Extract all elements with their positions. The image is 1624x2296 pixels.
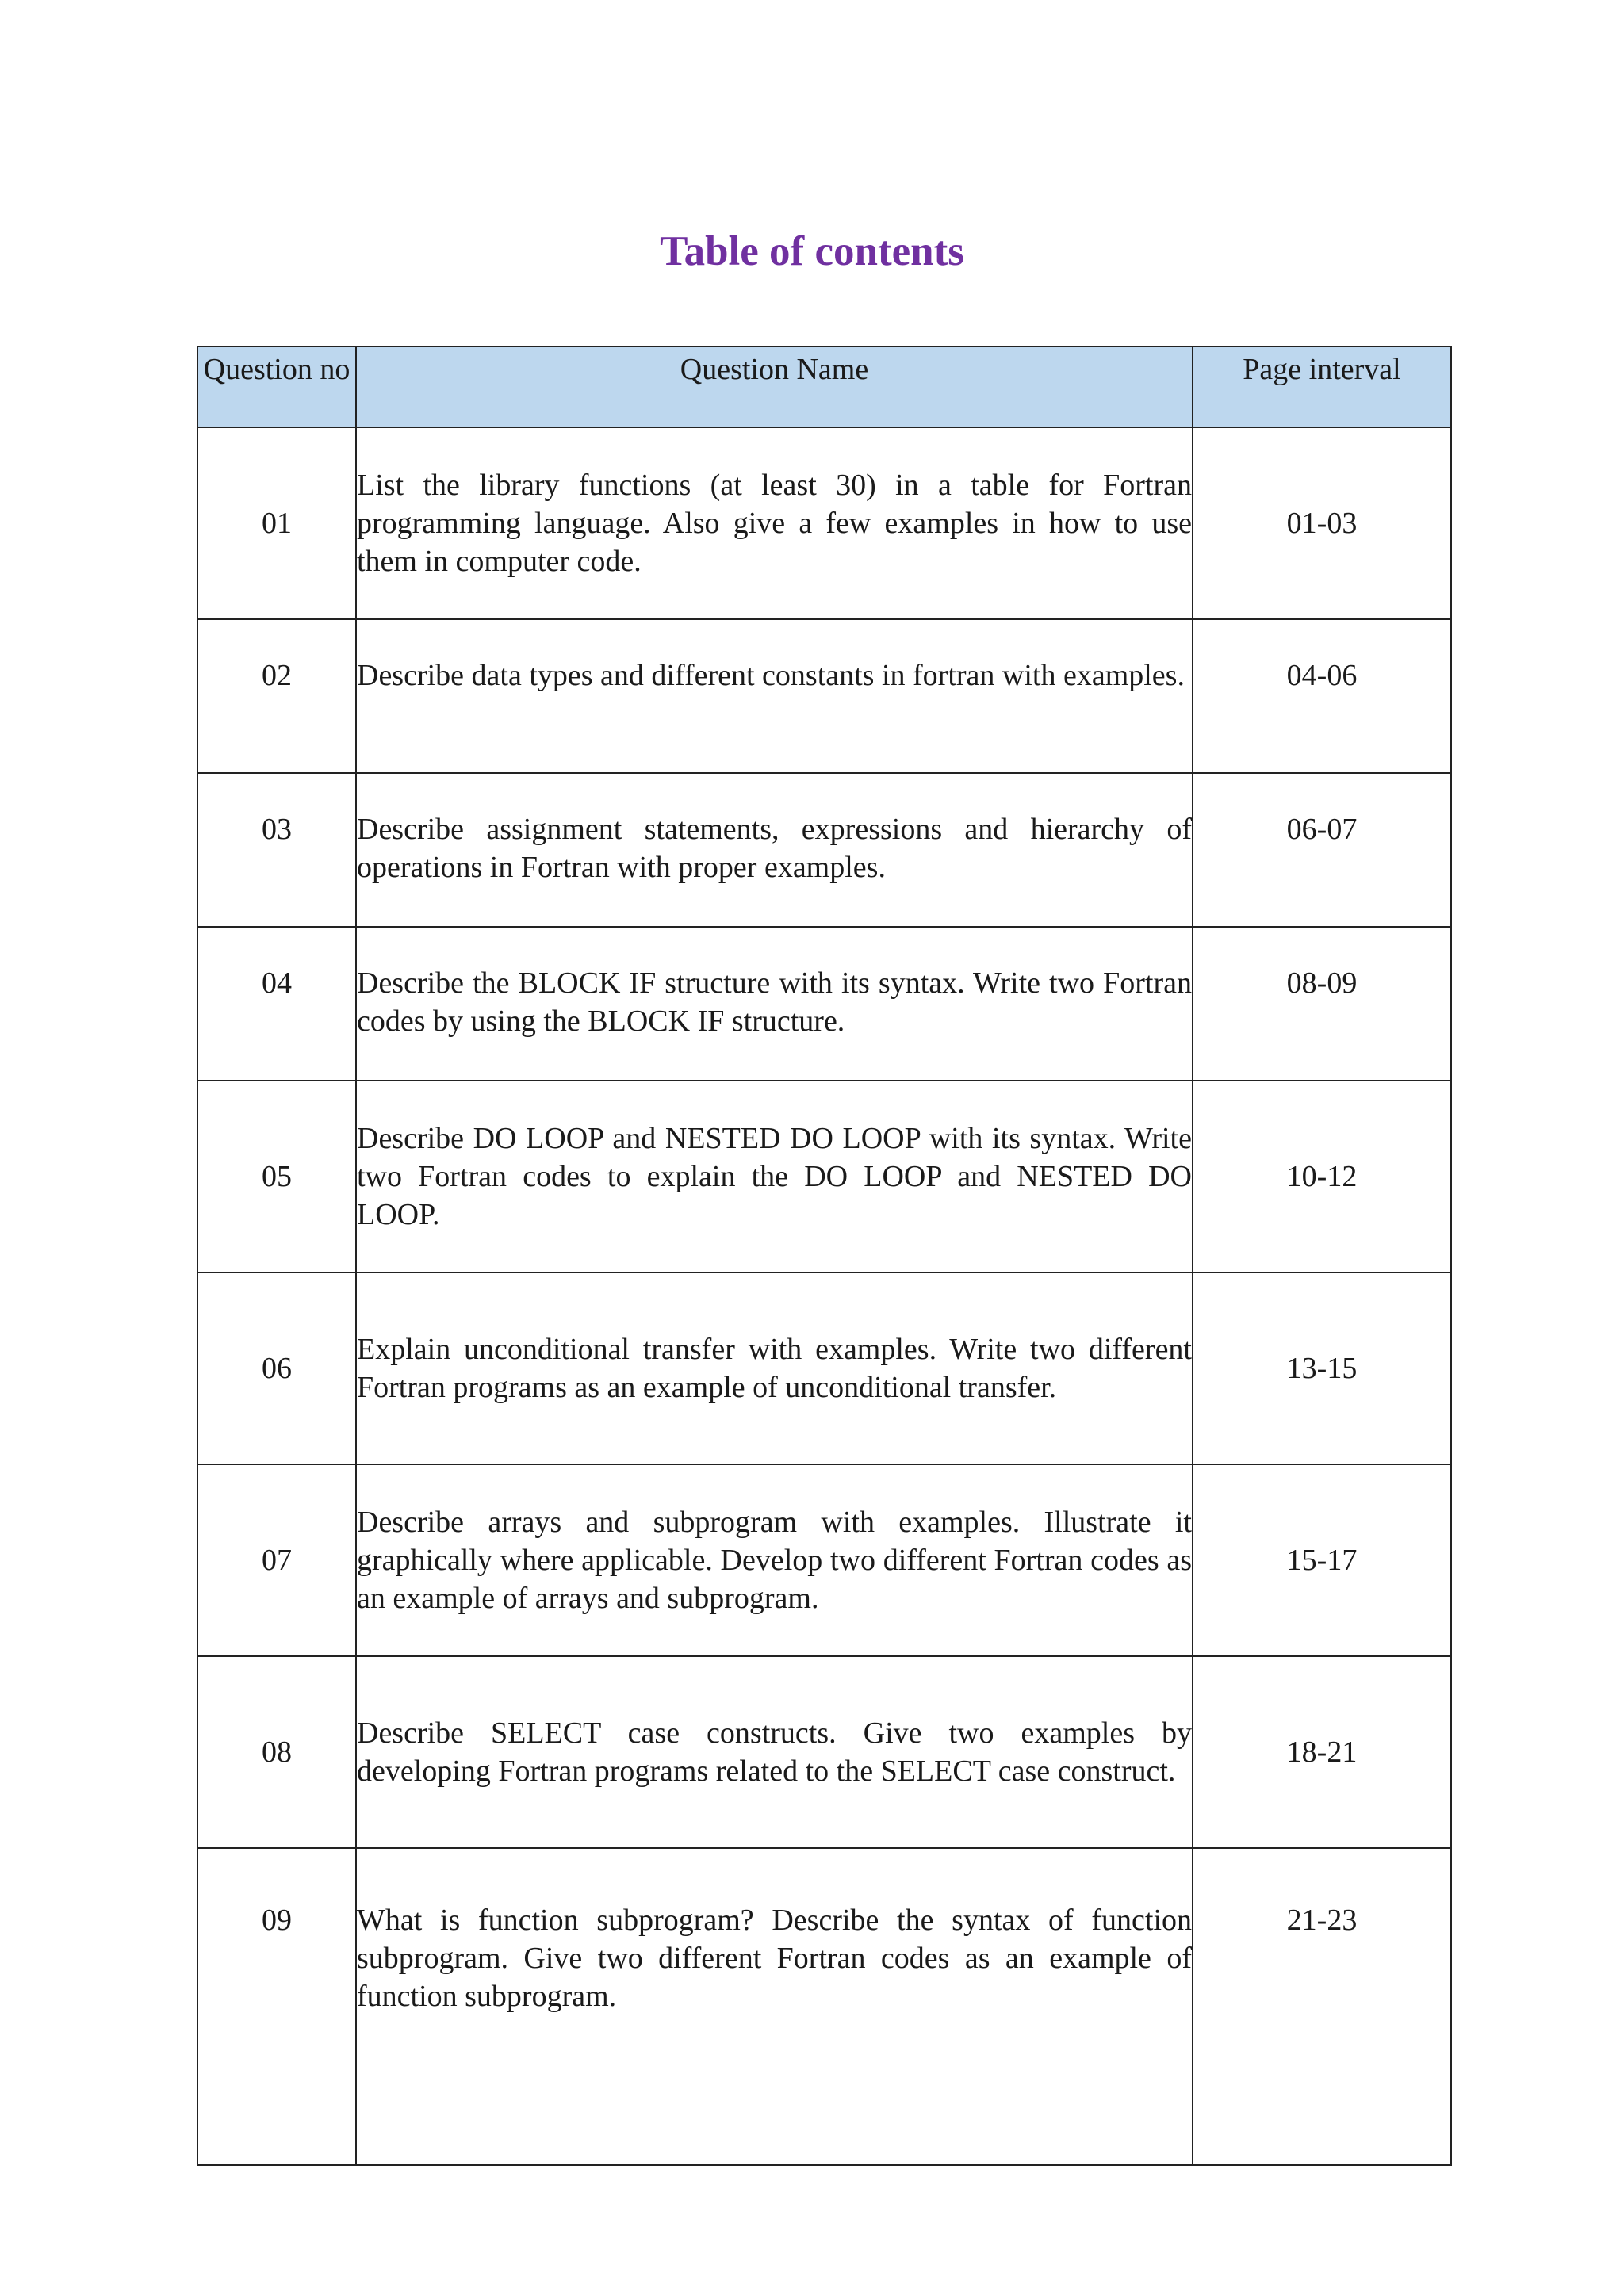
contents-table	[197, 346, 1452, 2166]
question-name: Describe assignment statements, expressions and hierarchy of operations in Fortran with proper examples.	[356, 773, 1193, 927]
question-name: Describe the BLOCK IF structure with its syntax. Write two Fortran codes by using the BLOCK IF structure.	[356, 927, 1193, 1081]
table-row	[197, 427, 1451, 619]
question-no: 08	[197, 1656, 356, 1848]
page-interval: 15-17	[1193, 1464, 1451, 1656]
page-interval: 08-09	[1193, 927, 1451, 1081]
page-interval: 10-12	[1193, 1081, 1451, 1272]
header-page-interval: Page interval	[1193, 346, 1451, 427]
table-row	[197, 1272, 1451, 1464]
table-header-row	[197, 346, 1451, 427]
question-name: Describe arrays and subprogram with examples. Illustrate it graphically where applicable. Develop two different Fortran codes as an example of arrays and subprogram.	[356, 1464, 1193, 1656]
table-row	[197, 1848, 1451, 2165]
table-row	[197, 1081, 1451, 1272]
table-row	[197, 1656, 1451, 1848]
question-no: 06	[197, 1272, 356, 1464]
page-interval: 04-06	[1193, 619, 1451, 773]
page-interval: 06-07	[1193, 773, 1451, 927]
question-name: Explain unconditional transfer with examples. Write two different Fortran programs as an example of unconditional transfer.	[356, 1272, 1193, 1464]
table-row	[197, 619, 1451, 773]
question-name: Describe DO LOOP and NESTED DO LOOP with its syntax. Write two Fortran codes to explain the DO LOOP and NESTED DO LOOP.	[356, 1081, 1193, 1272]
question-no: 03	[197, 773, 356, 927]
question-name: Describe data types and different constants in fortran with examples.	[356, 619, 1193, 773]
question-no: 02	[197, 619, 356, 773]
header-question-no: Question no	[197, 346, 356, 427]
header-question-name: Question Name	[356, 346, 1193, 427]
question-no: 05	[197, 1081, 356, 1272]
page-interval: 13-15	[1193, 1272, 1451, 1464]
page-title: Table of contents	[660, 228, 964, 274]
question-no: 01	[197, 427, 356, 619]
page-interval: 18-21	[1193, 1656, 1451, 1848]
question-name: Describe SELECT case constructs. Give two examples by developing Fortran programs related to the SELECT case construct.	[356, 1656, 1193, 1848]
page-interval: 21-23	[1193, 1848, 1451, 2165]
question-no: 09	[197, 1848, 356, 2165]
table-row	[197, 773, 1451, 927]
question-name: What is function subprogram? Describe the syntax of function subprogram. Give two different Fortran codes as an example of function subprogram.	[356, 1848, 1193, 2165]
question-no: 07	[197, 1464, 356, 1656]
page-interval: 01-03	[1193, 427, 1451, 619]
table-row	[197, 1464, 1451, 1656]
question-name: List the library functions (at least 30) in a table for Fortran programming language. Also give a few examples in how to use them in computer code.	[356, 427, 1193, 619]
question-no: 04	[197, 927, 356, 1081]
table-row	[197, 927, 1451, 1081]
